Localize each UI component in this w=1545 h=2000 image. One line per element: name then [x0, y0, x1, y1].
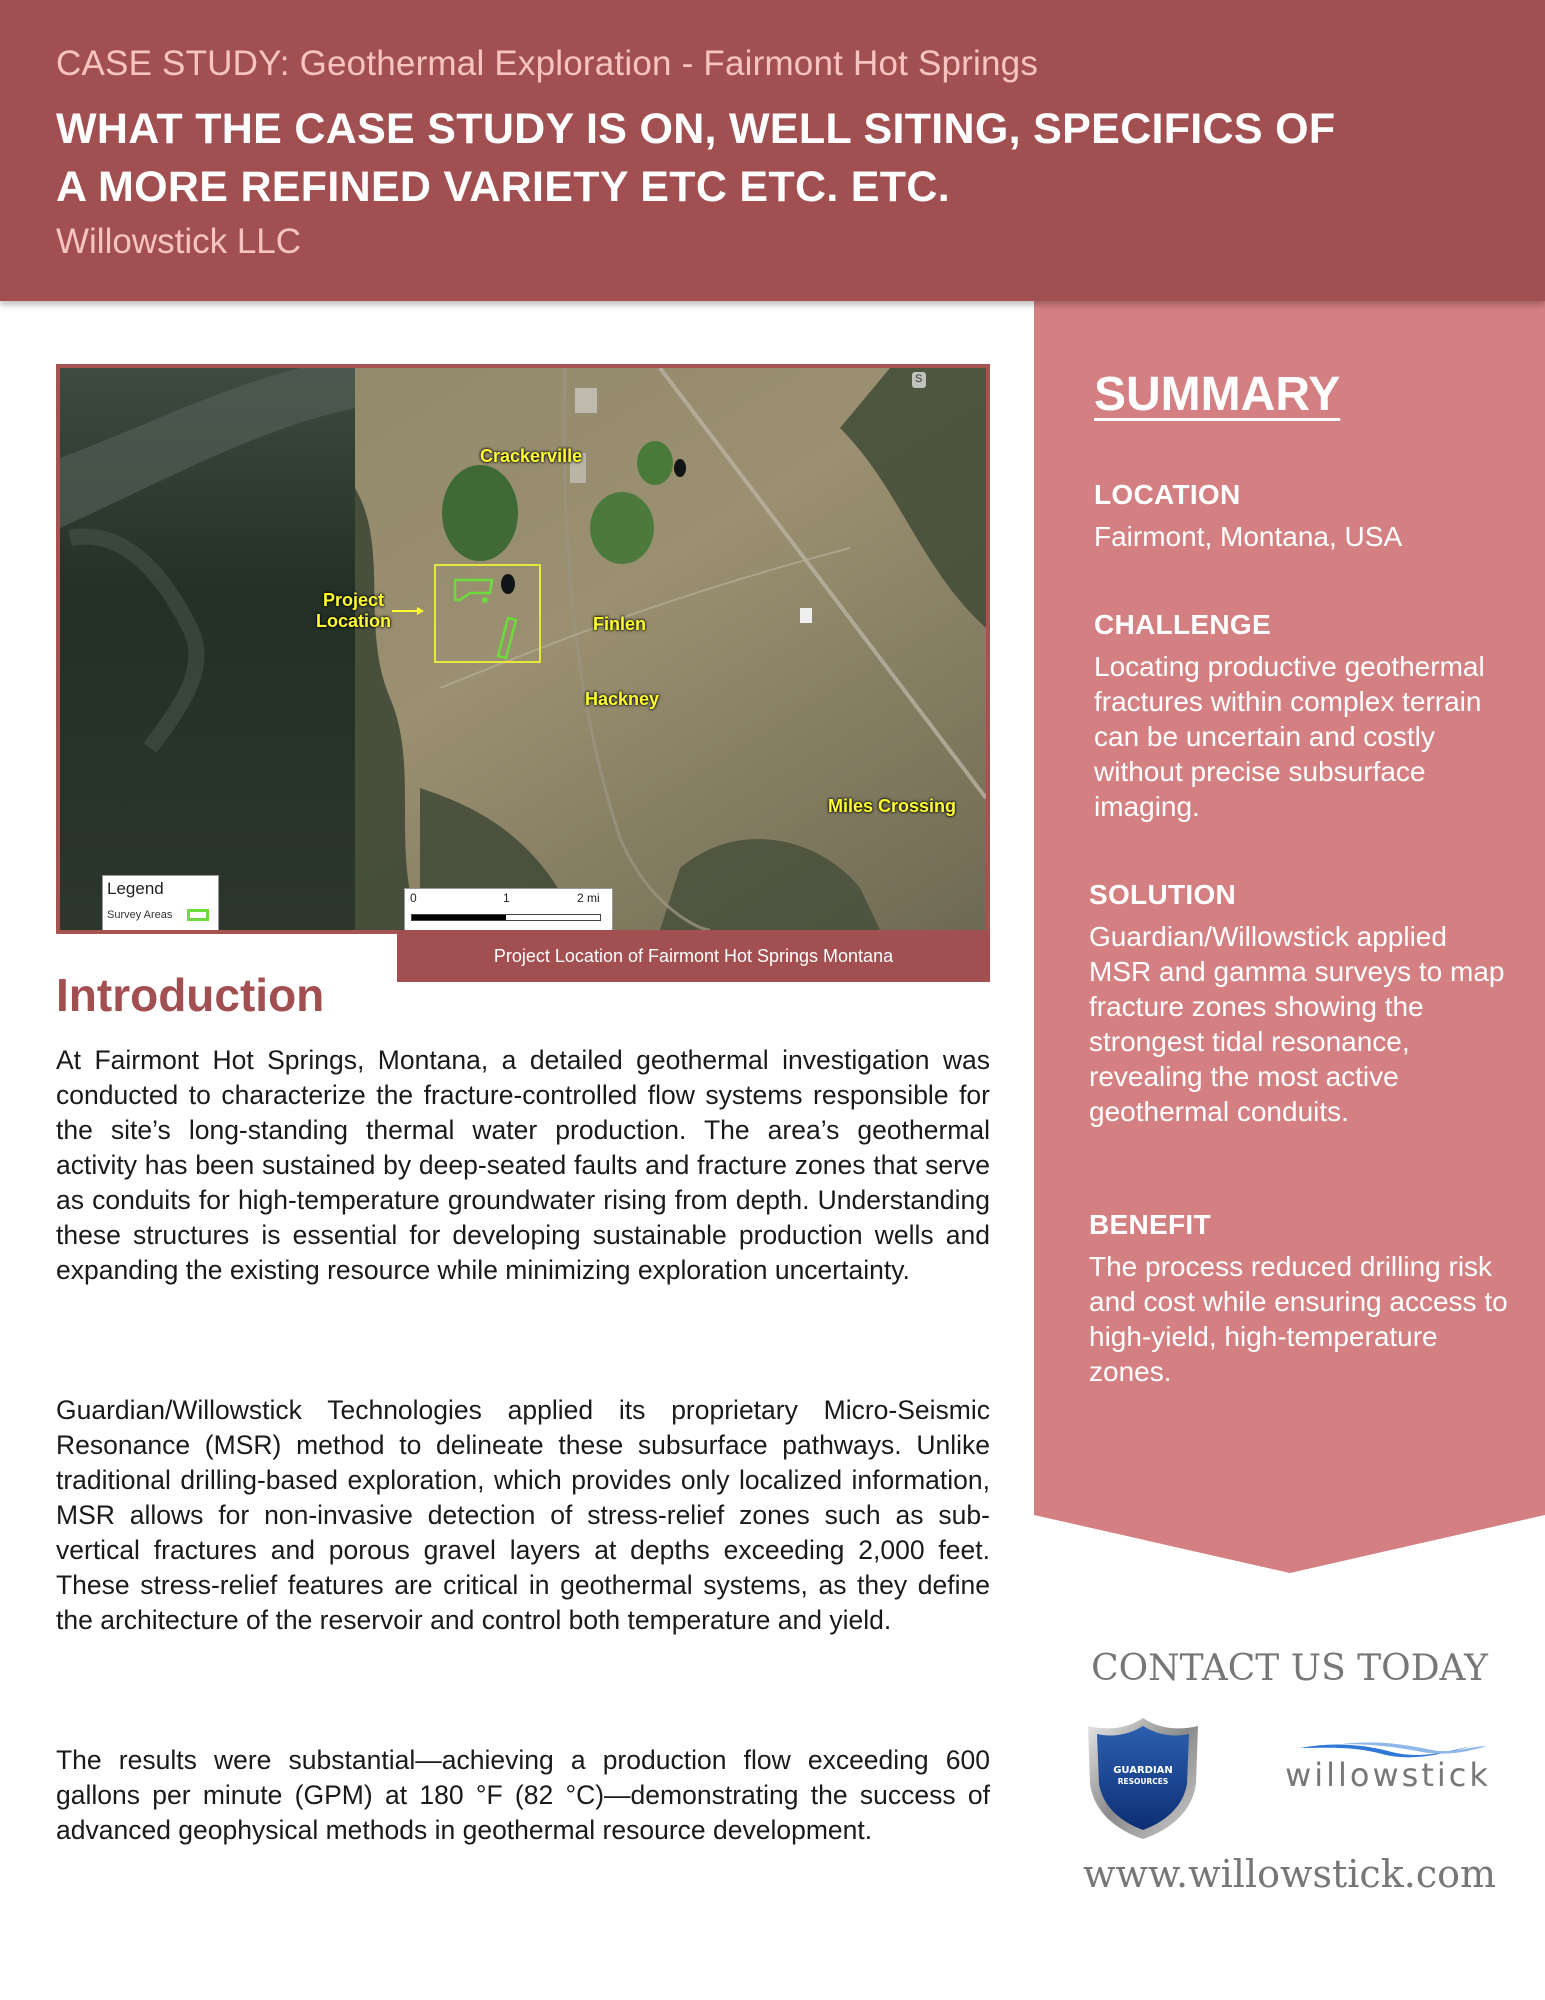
scale-tick-2: 2 mi — [577, 891, 600, 905]
guardian-resources-logo[interactable] — [1086, 1716, 1201, 1841]
page-header — [0, 0, 1545, 301]
scale-tick-0: 0 — [410, 891, 417, 905]
title-line-1: WHAT THE CASE STUDY IS ON, WELL SITING, SPECIFICS OF — [56, 105, 1336, 153]
legend-item-survey-areas: Survey Areas — [107, 909, 173, 921]
benefit-text: The process reduced drilling risk and cost while ensuring access to high-yield, high-temperature zones. — [1089, 1251, 1508, 1387]
map-label-miles-crossing: Miles Crossing — [828, 796, 957, 816]
location-label: LOCATION — [1094, 479, 1241, 510]
map-label-finlen: Finlen — [593, 614, 646, 634]
shield-icon — [1086, 1716, 1201, 1841]
title-line-2: A MORE REFINED VARIETY ETC ETC. ETC. — [56, 163, 950, 211]
contact-heading: CONTACT US TODAY — [1091, 1648, 1488, 1689]
solution-text: Guardian/Willowstick applied MSR and gamma surveys to map fracture zones showing the strongest tidal resonance, revealing the most active geothermal conduits. — [1089, 921, 1505, 1127]
map-label-hackney: Hackney — [585, 689, 660, 709]
project-location-map — [56, 364, 990, 934]
intro-paragraph-2: Guardian/Willowstick Technologies applied its proprietary Micro-Seismic Resonance (MSR) method to delineate these subsurface pathways. Unlike traditional drilling-based exploration, which provides only localized information, MSR allows for non-invasive detection of stress-relief zones such as sub-vertical fractures and porous gravel layers at depths exceeding 2,000 feet. These stress-relief features are critical in geothermal systems, as they define the architecture of the reservoir and control both temperature and yield. — [56, 1395, 990, 1635]
svg-text:GUARDIAN: GUARDIAN — [1113, 1765, 1173, 1776]
map-scale-bar — [404, 888, 613, 932]
website-link[interactable]: www.willowstick.com — [1082, 1852, 1497, 1896]
intro-paragraph-1: At Fairmont Hot Springs, Montana, a detailed geothermal investigation was conducted to characterize the fracture-controlled flow systems responsible for the site’s long-standing thermal water production. The area’s geothermal activity has been sustained by deep-seated faults and fracture zones that serve as conduits for high-temperature groundwater rising from depth. Understanding these structures is essential for developing sustainable production wells and expanding the existing resource while minimizing exploration uncertainty. — [56, 1045, 990, 1285]
map-caption: Project Location of Fairmont Hot Springs Montana — [397, 930, 990, 982]
challenge-label: CHALLENGE — [1094, 609, 1271, 640]
benefit-label: BENEFIT — [1089, 1209, 1211, 1240]
survey-area-swatch-icon — [187, 909, 209, 921]
willowstick-wordmark: willowstick — [1285, 1756, 1491, 1794]
case-study-kicker: CASE STUDY: Geothermal Exploration - Fairmont Hot Springs — [56, 44, 1039, 83]
scale-tick-1: 1 — [503, 891, 510, 905]
legend-title: Legend — [107, 879, 164, 898]
introduction-heading: Introduction — [56, 969, 325, 1021]
location-text: Fairmont, Montana, USA — [1094, 521, 1403, 552]
map-label-project-location: Project Location — [316, 590, 391, 631]
summary-panel — [1034, 301, 1545, 1573]
intro-paragraph-3: The results were substantial—achieving a production flow exceeding 600 gallons per minute (GPM) at 180 °F (82 °C)—demonstrating the success of advanced geophysical methods in geothermal resource development. — [56, 1745, 990, 1845]
solution-label: SOLUTION — [1089, 879, 1237, 910]
map-legend — [102, 875, 219, 931]
summary-heading: SUMMARY — [1094, 368, 1341, 421]
willowstick-logo[interactable] — [1282, 1740, 1494, 1800]
challenge-text: Locating productive geothermal fractures within complex terrain can be uncertain and costly without precise subsurface imaging. — [1094, 651, 1485, 822]
scale-bar-graphic — [411, 914, 601, 921]
svg-text:RESOURCES: RESOURCES — [1117, 1777, 1169, 1786]
road-marker-icon: S — [915, 373, 923, 385]
page-title — [56, 100, 1496, 216]
map-label-crackerville: Crackerville — [480, 446, 583, 466]
company-name: Willowstick LLC — [56, 222, 302, 261]
